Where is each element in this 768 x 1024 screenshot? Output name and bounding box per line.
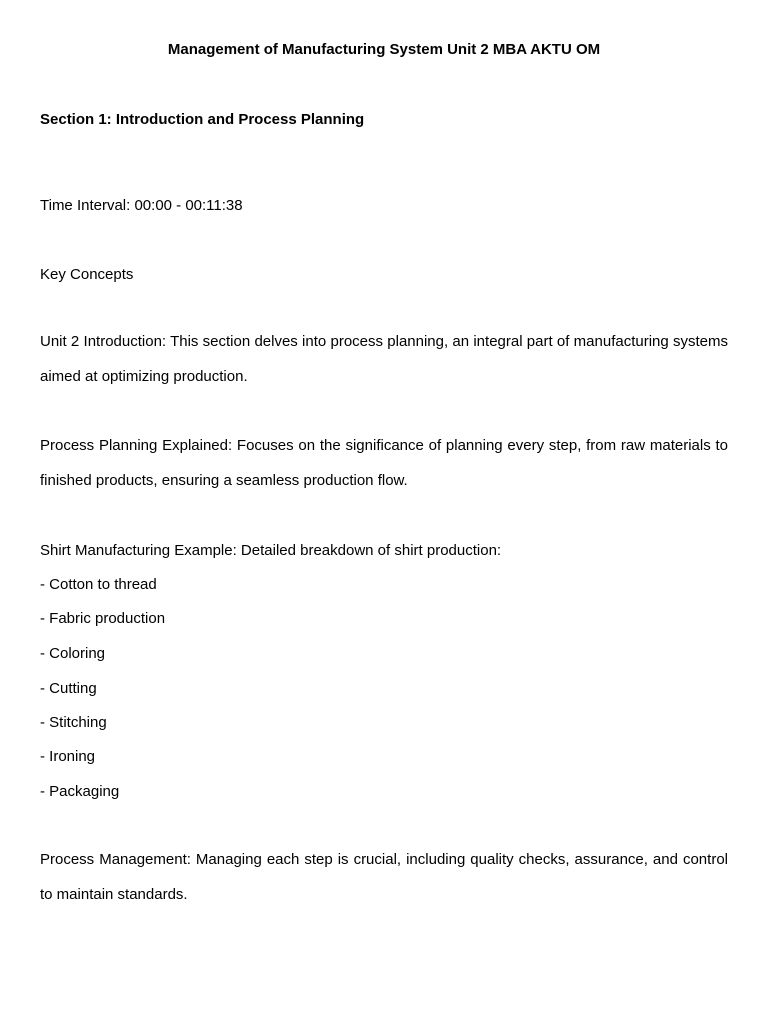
shirt-example-intro: Shirt Manufacturing Example: Detailed breakdown of shirt production: — [40, 542, 502, 559]
list-item: - Cotton to thread — [40, 576, 157, 593]
paragraph-process-management: Process Management: Managing each step is crucial, including quality checks, assurance, and control to maintain standards. — [40, 851, 728, 903]
key-concepts-label: Key Concepts — [40, 266, 134, 283]
document-title: Management of Manufacturing System Unit 2 MBA AKTU OM — [167, 41, 601, 58]
section-heading: Section 1: Introduction and Process Planning — [40, 111, 365, 128]
list-item: - Ironing — [40, 748, 96, 765]
paragraph-process-planning: Process Planning Explained: Focuses on the significance of planning every step, from raw materials to finished products, ensuring a seamless production flow. — [40, 437, 728, 489]
list-item: - Stitching — [40, 714, 107, 731]
list-item: - Fabric production — [40, 610, 166, 627]
paragraph-unit-intro: Unit 2 Introduction: This section delves into process planning, an integral part of manufacturing systems aimed at optimizing production. — [40, 333, 728, 385]
list-item: - Cutting — [40, 680, 97, 697]
list-item: - Coloring — [40, 645, 106, 662]
list-item: - Packaging — [40, 783, 120, 800]
time-interval: Time Interval: 00:00 - 00:11:38 — [40, 197, 243, 214]
